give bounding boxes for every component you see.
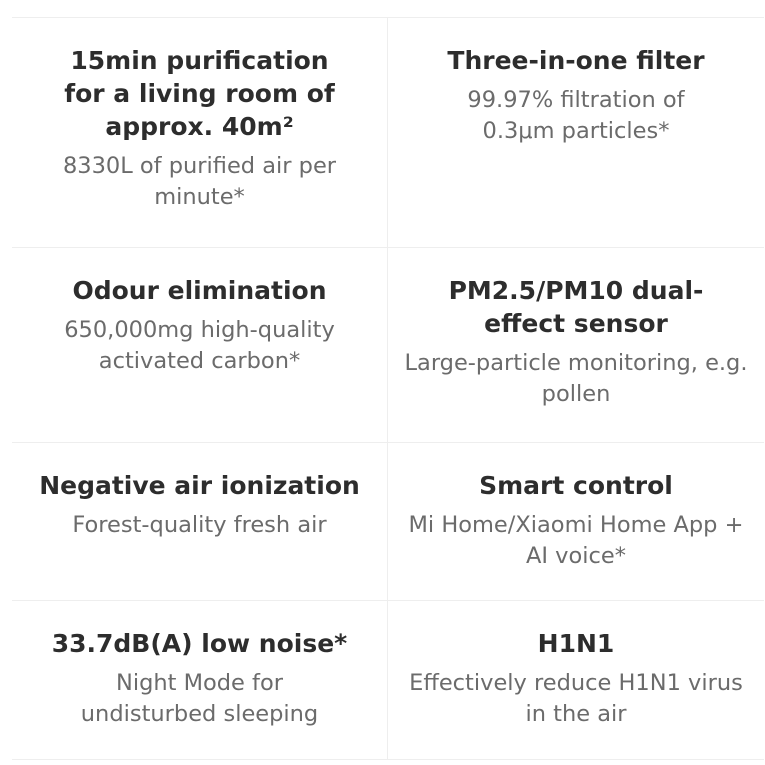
- feature-description: 650,000mg high-quality activated carbon*: [64, 317, 335, 374]
- feature-description: Forest-quality fresh air: [72, 512, 327, 538]
- feature-cell-filter: [388, 18, 764, 248]
- feature-cell-h1n1: [388, 601, 764, 759]
- feature-title: 33.7dB(A) low noise*: [51, 629, 348, 658]
- feature-title: Three-in-one filter: [447, 46, 705, 75]
- feature-description: 99.97% filtration of 0.3μm particles*: [467, 87, 685, 144]
- feature-cell-ionization: [12, 443, 388, 601]
- feature-description: Mi Home/Xiaomi Home App + AI voice*: [408, 512, 744, 569]
- feature-cell-purification: [12, 18, 388, 248]
- feature-cell-odour: [12, 248, 388, 443]
- feature-description: 8330L of purified air per minute*: [62, 153, 337, 210]
- feature-grid: [12, 17, 764, 760]
- feature-description: Large-particle monitoring, e.g. pollen: [404, 350, 748, 407]
- feature-cell-low-noise: [12, 601, 388, 759]
- feature-description: Night Mode for undisturbed sleeping: [80, 670, 319, 727]
- feature-title: H1N1: [537, 629, 615, 658]
- feature-cell-smart-control: [388, 443, 764, 601]
- feature-title: Smart control: [479, 471, 673, 500]
- feature-description: Effectively reduce H1N1 virus in the air: [409, 670, 743, 727]
- feature-title: Negative air ionization: [39, 471, 360, 500]
- feature-cell-sensor: [388, 248, 764, 443]
- feature-title: PM2.5/PM10 dual-effect sensor: [448, 276, 704, 338]
- feature-title: 15min purification for a living room of approx. 40m²: [64, 46, 335, 141]
- feature-title: Odour elimination: [72, 276, 327, 305]
